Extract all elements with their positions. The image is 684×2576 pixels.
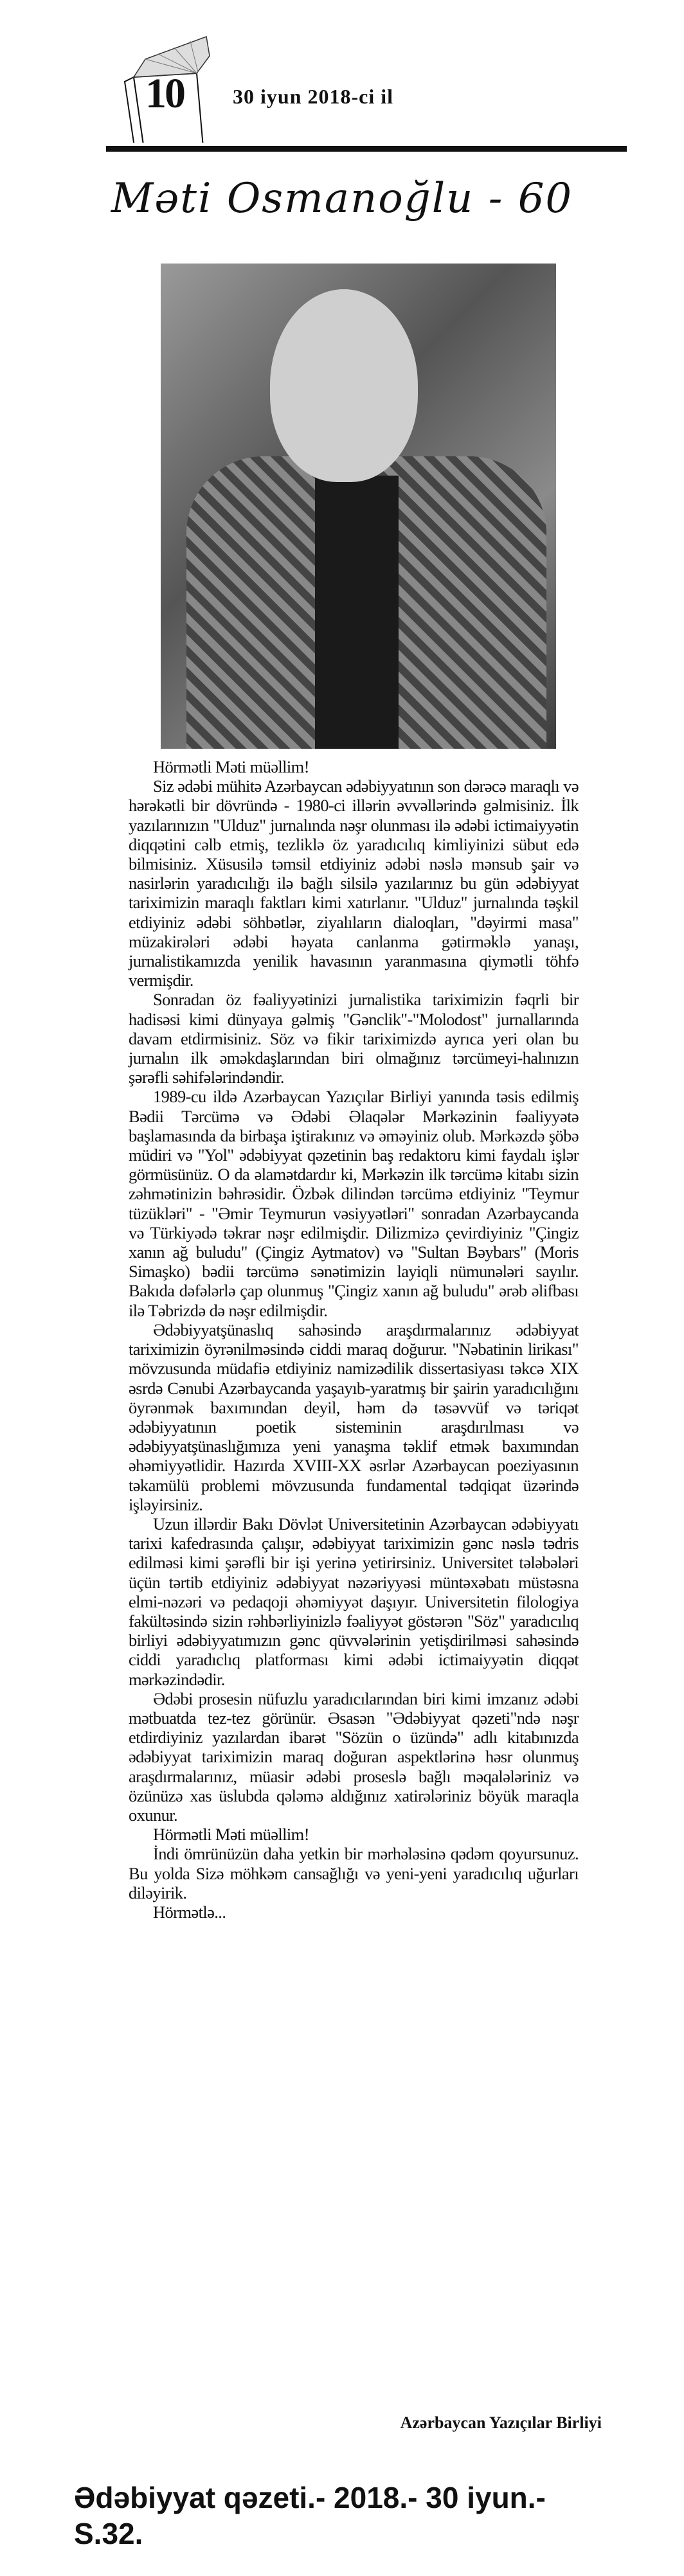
paragraph: 1989-cu ildə Azərbaycan Yazıçılar Birliyi yanında təsis edilmiş Bədii Tərcümə və Ədəbi Əlaqələr Mərkəzinin fəaliyyətə başlamasında da birbaşa iştirakınız və əməyiniz olub. Mərkəzdə şöbə müdiri və "Yol" ədəbiyyat qəzetinin baş redaktoru kimi faydalı işlər görmüsünüz. O da əlamətdardır ki, Mərkəzin ilk tərcümə kitabı sizin zəhmətinizin bəhrəsidir. Özbək dilindən tərcümə etdiyiniz "Teymur tüzükləri" - "Əmir Teymurun vəsiyyətləri" sonradan Azərbaycanda və Türkiyədə təkrar nəşr edilmişdir. Dilizmizə çevirdiyiniz "Çingiz xanın ağ buludu" (Çingiz Aytmatov) və "Sultan Bəybars" (Moris Simaşko) bədii tərcümə sənətimizin layiqli nümunələri sayılır. Bakıda dəfələrlə çap olunmuş "Çingiz xanın ağ buludu" ərəb əlifbası ilə Təbrizdə də nəşr edilmişdir. [129, 1087, 579, 1320]
paragraph: Siz ədəbi mühitə Azərbaycan ədəbiyyatının son dərəcə maraqlı və hərəkətli bir dövründə - 1980-ci illərin əvvəllərində gəlmisiniz. İlk yazılarınızın "Ulduz" jurnalında nəşr olunması ilə ədəbi ictimaiyyətin diqqətini cəlb etmiş, tezliklə öz yaradıcılıq kimliyinizi sübut edə bilmisiniz. Xüsusilə təmsil etdiyiniz ədəbi nəslə mənsub şair və nasirlərin yaradıcılığı ilə bağlı silsilə yazılarınız bu gün ədəbiyyat tariximizin maraqlı faktları kimi xatırlanır. "Ulduz" jurnalında təşkil etdiyiniz ədəbi söhbətlər, ziyalıların dialoqları, "dəyirmi masa" müzakirələri ədəbi həyata canlanma gətirməklə yanaşı, jurnalistikamızda yenilik havasının yaranmasına qiymətli töhfə vermişdir. [129, 776, 579, 990]
header-divider [106, 146, 627, 152]
closing: Hörmətlə... [153, 1902, 226, 1922]
photo-head [270, 289, 418, 482]
signature: Azərbaycan Yazıçılar Birliyi [400, 2413, 602, 2432]
source-citation: Ədəbiyyat qəzeti.- 2018.- 30 iyun.-S.32. [74, 2481, 546, 2550]
portrait-photo [161, 264, 556, 749]
paragraph: Ədəbi prosesin nüfuzlu yaradıcılarından biri kimi imzanız ədəbi mətbuatda tez-tez görünür. Əsasən "Ədəbiyyat qəzeti"ndə nəşr etdirdiyiniz yazılardan ibarət "Sözün o üzündə" adlı kitabınızda ədəbiyyat tariximizin maraq doğuran aspektlərinə həsr olunmuş araşdırmalarınız, müasir ədəbi proseslə bağlı məqalələriniz və özünüzə xas üslubda qələmə aldığınız xatirələriniz böyük maraqla oxunur. [129, 1688, 579, 1825]
paragraph: İndi ömrünüzün daha yetkin bir mərhələsinə qədəm qoyursunuz. Bu yolda Sizə möhkəm cansağlığı və yeni-yeni yaradıcılıq uğurları diləyirik. [129, 1844, 579, 1902]
paragraph: Sonradan öz fəaliyyətinizi jurnalistika tariximizin fəqrli bir hadisəsi kimi dünyaya gəlmiş "Gənclik"-"Molodost" jurnallarında davam etdirmisiniz. Söz və fikir tariximizdə ayrıca yeri olan bu jurnalın ilk əməkdaşlarından biri olmağınız tərcümeyi-halınızın şərəfli səhifələrindəndir. [129, 990, 579, 1087]
paragraph: Ədəbiyyatşünaslıq sahəsində araşdırmalarınız ədəbiyyat tariximizin öyrənilməsində ciddi maraq doğurur. "Nəbatinin lirikası" mövzusunda müdafiə etdiyiniz namizədilik dissertasiyası təkcə XIX əsrdə Cənubi Azərbaycanda yaşayıb-yaratmış bir şairin yaradıcılığını öyrənmək baxımından deyil, həm də təsəvvüf və təriqət ədəbiyyatının poetik sisteminin araşdırılması və ədəbiyyatşünaslığımıza yeni yanaşma təklif etmək baxımından əhəmiyyətlidir. Hazırda XVIII-XX əsrlər Azərbaycan poeziyasının təkamülü problemi mövzusunda fundamental tədqiqat üzərində işləyirsiniz. [129, 1319, 579, 1514]
photo-shirt [315, 476, 399, 749]
page-number: 10 [145, 70, 184, 117]
greeting: Hörmətli Məti müəllim! [153, 757, 309, 776]
paragraph: Uzun illərdir Bakı Dövlət Universitetinin Azərbaycan ədəbiyyatı tarixi kafedrasında çalışır, ədəbiyyat tariximizin gənc nəslə tədris edilməsi kimi şərəfli bir işi yerinə yetirirsiniz. Universitet tələbələri üçün tərtib etdiyiniz ədəbiyyat nəzəriyyəsi müntəxəbatı müstəsna elmi-nəzəri və pedaqoji əhəmiyyət daşıyır. Universitetin filologiya fakültəsində sizin rəhbərliyinizlə fəaliyyət göstərən "Söz" yaradıcılıq birliyi ədəbiyyatımızın gənc qüvvələrinin yetişdirilməsi sahəsində ciddi yaradıclıq platforması kimi ədəbi ictimaiyyətin diqqət mərkəzindədir. [129, 1514, 579, 1689]
issue-date: 30 iyun 2018-ci il [233, 85, 394, 108]
article-title: Məti Osmanoğlu - 60 [111, 175, 573, 222]
article-body [129, 757, 579, 1922]
greeting: Hörmətli Məti müəllim! [153, 1825, 309, 1845]
